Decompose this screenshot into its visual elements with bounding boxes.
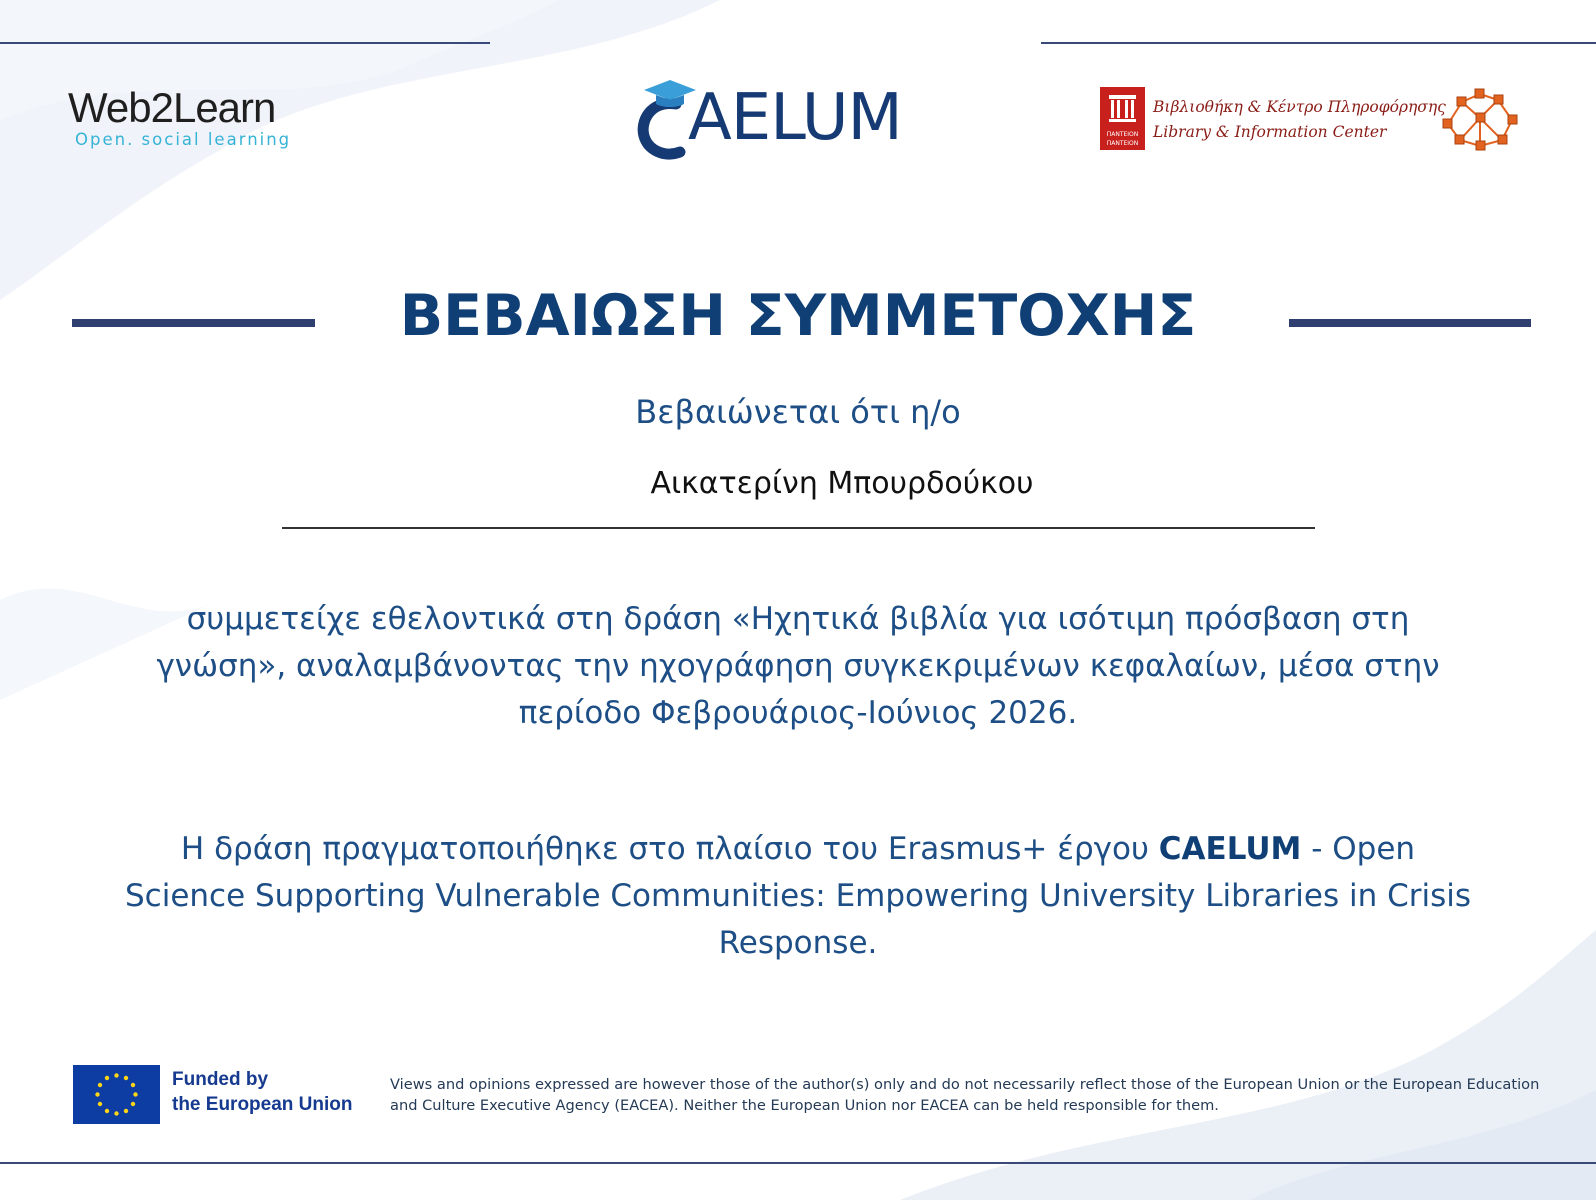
graduation-cap-c-icon bbox=[636, 74, 696, 164]
eu-star bbox=[114, 1073, 118, 1077]
project-prefix: Η δράση πραγματοποιήθηκε στο πλαίσιο του Erasmus+ έργου bbox=[180, 831, 1159, 867]
name-underline bbox=[282, 527, 1315, 529]
eu-funded-line1: Funded by bbox=[172, 1069, 269, 1090]
library-name-english: Library & Information Center bbox=[1153, 123, 1387, 141]
web2learn-logo-text: Web2Learn bbox=[68, 84, 276, 131]
eu-star bbox=[131, 1083, 135, 1087]
top-rule-left bbox=[0, 42, 490, 44]
project-name: CAELUM bbox=[1158, 831, 1302, 867]
eu-star bbox=[98, 1083, 102, 1087]
eu-star bbox=[114, 1111, 118, 1115]
eu-star bbox=[124, 1076, 128, 1080]
eu-flag-logo bbox=[73, 1065, 160, 1124]
eu-star bbox=[131, 1102, 135, 1106]
eu-funded-line2: the European Union bbox=[172, 1094, 353, 1115]
eu-star bbox=[98, 1102, 102, 1106]
seal-text-2: ΠΑΝΤΕΙΟΝ bbox=[1106, 140, 1139, 147]
caelum-logo-text: AELUM bbox=[688, 81, 902, 155]
eu-star bbox=[124, 1109, 128, 1113]
eu-star bbox=[105, 1109, 109, 1113]
top-rule-right bbox=[1041, 42, 1596, 44]
eu-disclaimer: Views and opinions expressed are however those of the author(s) only and do not necessarily reflect those of the European Union or the European Education and Culture Executive Agency (EACEA). Neither the European Union nor EACEA can be held responsible for them. bbox=[390, 1076, 1540, 1114]
eu-star bbox=[133, 1092, 137, 1096]
project-text bbox=[120, 826, 1476, 967]
library-name-greek: Βιβλιοθήκη & Κέντρο Πληροφόρησης bbox=[1153, 98, 1446, 116]
web2learn-tagline: Open. social learning bbox=[75, 130, 292, 149]
seal-text-1: ΠΑΝΤΕΙΟΝ bbox=[1106, 131, 1139, 138]
network-nodes-icon bbox=[1440, 84, 1522, 154]
panteion-seal-logo bbox=[1100, 87, 1145, 150]
eu-stars-icon bbox=[73, 1065, 160, 1124]
eu-star bbox=[105, 1076, 109, 1080]
bottom-rule bbox=[0, 1162, 1596, 1164]
certificate-subtitle: Βεβαιώνεται ότι η/ο bbox=[635, 393, 961, 431]
project-suffix: - Open Science Supporting Vulnerable Communities: Empowering University Libraries in Crisis Response. bbox=[124, 831, 1471, 961]
recipient-name: Αικατερίνη Μπουρδούκου bbox=[650, 466, 1034, 501]
caelum-logo bbox=[636, 74, 936, 164]
certificate-title: ΒΕΒΑΙΩΣΗ ΣΥΜΜΕΤΟΧΗΣ bbox=[399, 283, 1197, 349]
web2learn-logo bbox=[68, 84, 275, 132]
eu-star bbox=[95, 1092, 99, 1096]
column-seal-icon bbox=[1100, 89, 1145, 129]
participation-text: συμμετείχε εθελοντικά στη δράση «Ηχητικά βιβλία για ισότιμη πρόσβαση στη γνώση», αναλαμβάνοντας την ηχογράφηση συγκεκριμένων κεφαλαίων, μέσα στην περίοδο Φεβρουάριος-Ιούνιος 2026. bbox=[156, 601, 1440, 731]
